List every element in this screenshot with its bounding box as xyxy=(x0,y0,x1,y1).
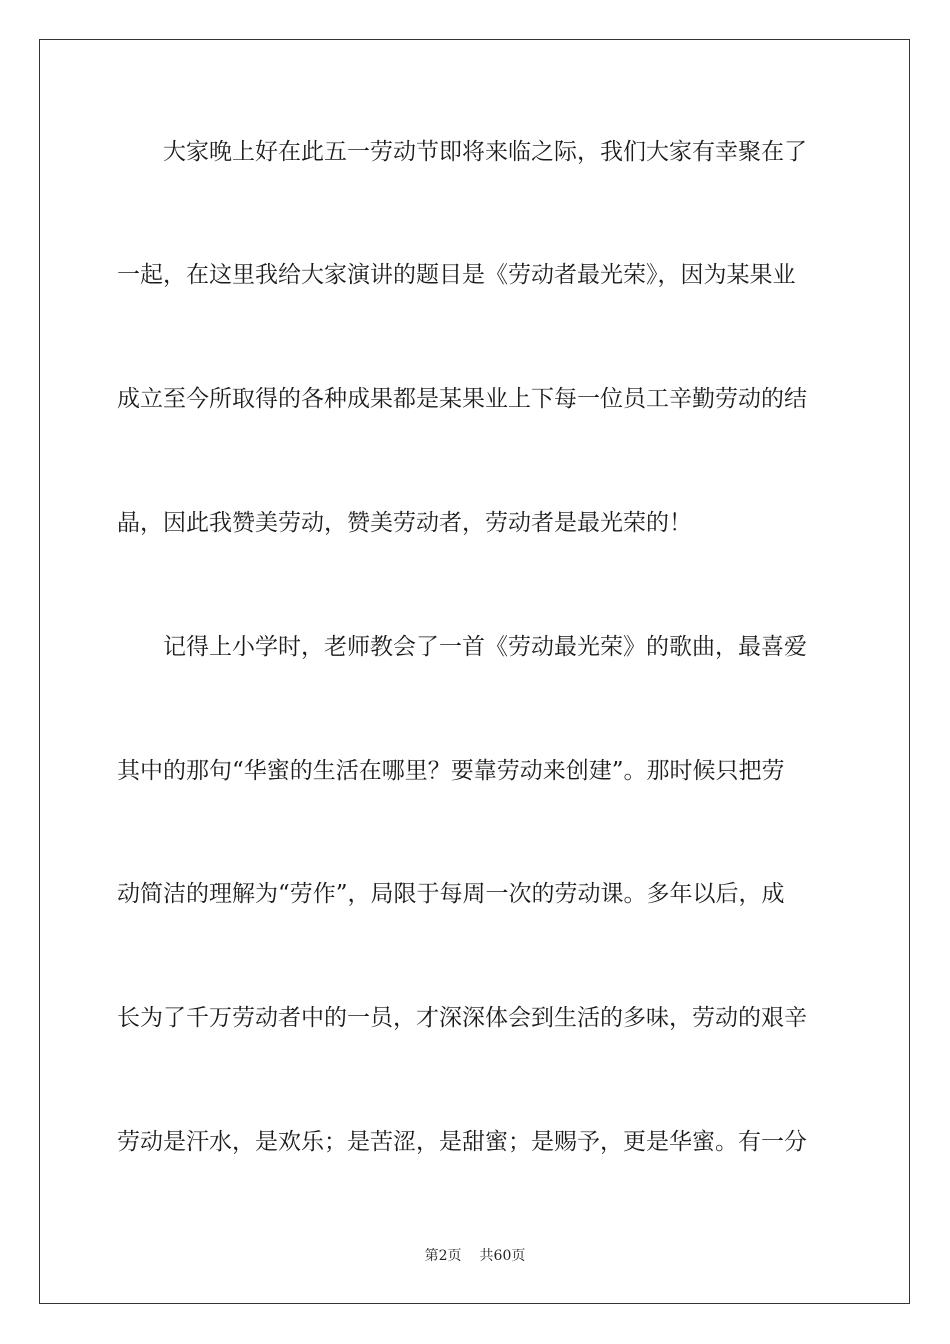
paragraph-2-line-4: 长为了千万劳动者中的一员，才深深体会到生活的多味，劳动的艰辛 xyxy=(117,1005,807,1031)
paragraph-1-line-4: 晶，因此我赞美劳动，赞美劳动者，劳动者是最光荣的！ xyxy=(117,510,692,536)
paragraph-1-line-3: 成立至今所取得的各种成果都是某果业上下每一位员工辛勤劳动的结 xyxy=(117,386,807,412)
paragraph-2-line-2: 其中的那句“华蜜的生活在哪里？要靠劳动来创建”。那时候只把劳 xyxy=(117,758,785,784)
paragraph-2-line-1: 记得上小学时，老师教会了一首《劳动最光荣》的歌曲，最喜爱 xyxy=(163,634,807,660)
page-border xyxy=(39,39,910,1304)
paragraph-1-line-2: 一起，在这里我给大家演讲的题目是《劳动者最光荣》，因为某果业 xyxy=(117,262,796,288)
paragraph-1-line-1: 大家晚上好在此五一劳动节即将来临之际，我们大家有幸聚在了 xyxy=(163,139,807,165)
paragraph-2-line-3: 动简洁的理解为“劳作”，局限于每周一次的劳动课。多年以后，成 xyxy=(117,881,785,907)
total-pages: 共60页 xyxy=(479,1248,526,1264)
page-number: 第2页 xyxy=(424,1248,462,1264)
page-footer xyxy=(0,1247,950,1265)
paragraph-2-line-5: 劳动是汗水，是欢乐；是苦涩，是甜蜜；是赐予，更是华蜜。有一分 xyxy=(117,1129,807,1155)
